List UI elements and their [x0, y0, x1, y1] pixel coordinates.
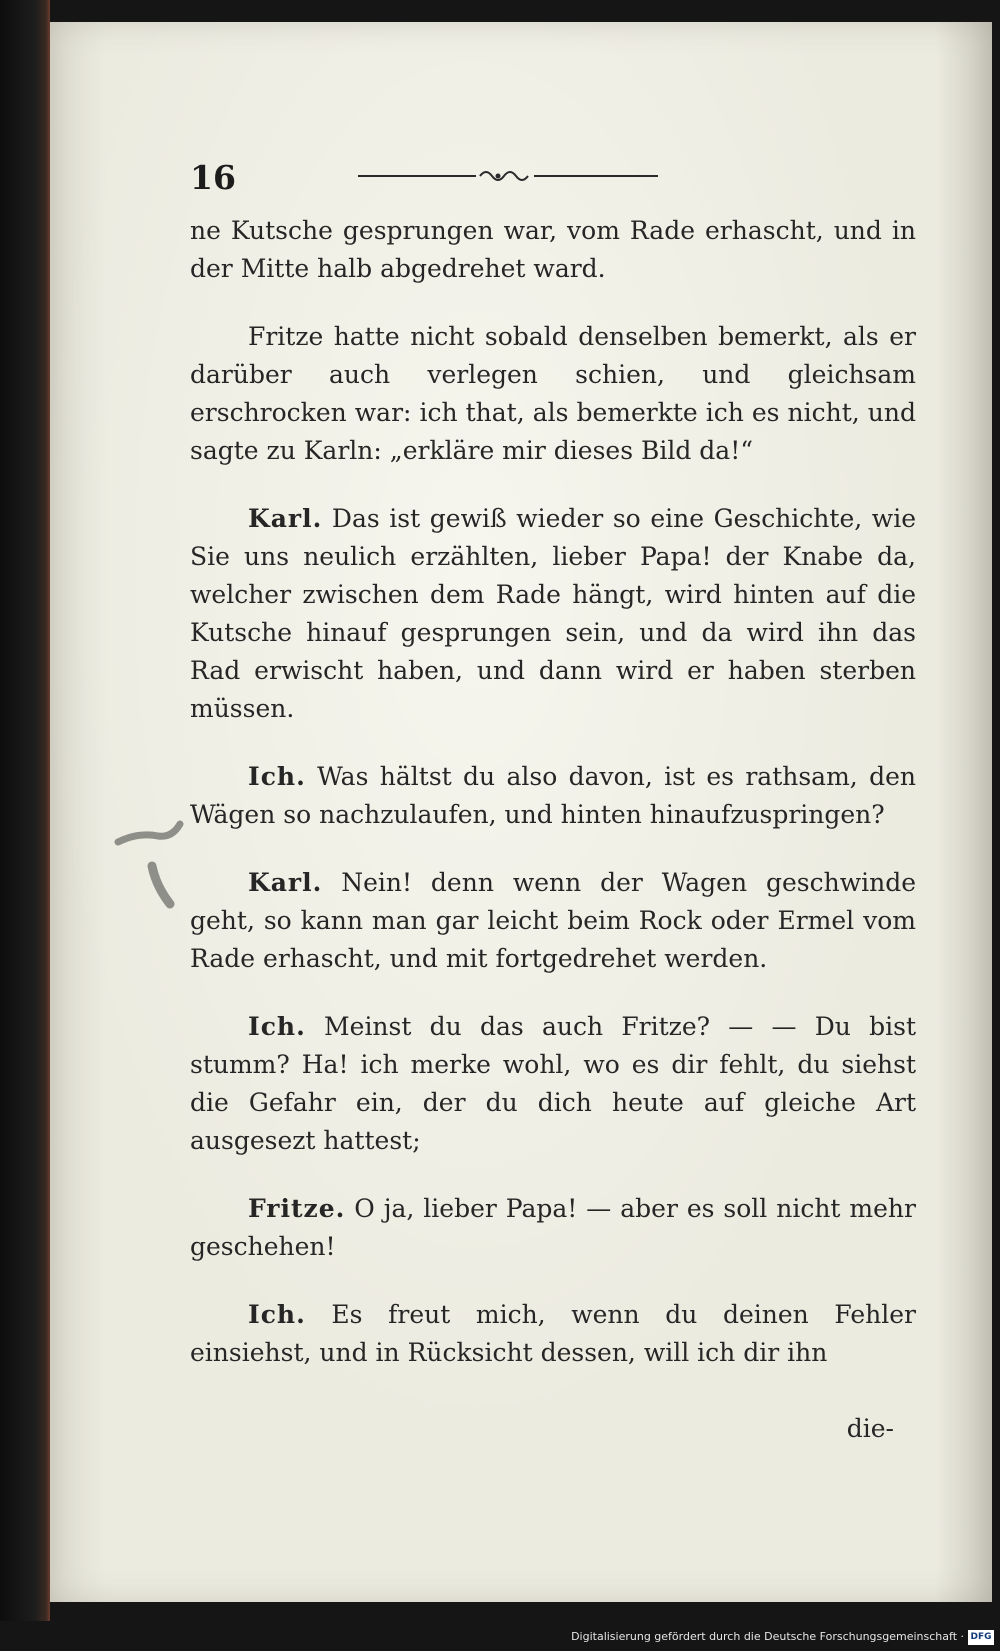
page-text	[190, 212, 916, 1402]
page-header	[190, 152, 970, 202]
dialogue-paragraph	[190, 500, 916, 728]
speaker-name: Karl.	[248, 504, 323, 533]
book-page	[50, 22, 992, 1602]
dialogue-text: Es freut mich, wenn du deinen Fehler einsiehst, und in Rücksicht dessen, will ich dir ihn	[190, 1300, 916, 1367]
speaker-name: Fritze.	[248, 1194, 346, 1223]
dialogue-paragraph	[190, 758, 916, 834]
catchword: die-	[846, 1414, 894, 1443]
margin-pencil-mark	[112, 814, 192, 924]
funding-credit: Digitalisierung gefördert durch die Deutsche Forschungsgemeinschaft ·	[571, 1630, 964, 1643]
dialogue-text: O ja, lieber Papa! — aber es soll nicht mehr geschehen!	[190, 1194, 916, 1261]
dialogue-paragraph	[190, 1296, 916, 1372]
paragraph-text: ne Kutsche gesprungen war, vom Rade erhascht, und in der Mitte halb abgedrehet ward.	[190, 216, 916, 283]
speaker-name: Karl.	[248, 868, 323, 897]
digitization-footer	[0, 1621, 1000, 1651]
text-paragraph	[190, 318, 916, 470]
paragraph-text: Fritze hatte nicht sobald denselben bemerkt, als er darüber auch verlegen schien, und gleichsam erschrocken war: ich that, als bemerkte ich es nicht, und sagte zu Karln: „erkläre mir dieses Bild da!“	[190, 322, 916, 465]
speaker-name: Ich.	[248, 1300, 306, 1329]
dfg-logo: DFG	[968, 1630, 994, 1645]
page-number: 16	[190, 158, 236, 197]
speaker-name: Ich.	[248, 1012, 306, 1041]
ornament-rule	[358, 166, 658, 186]
text-paragraph	[190, 212, 916, 288]
dialogue-text: Meinst du das auch Fritze? — — Du bist stumm? Ha! ich merke wohl, wo es dir fehlt, du siehst die Gefahr ein, der du dich heute auf gleiche Art ausgesezt hattest;	[190, 1012, 916, 1155]
dialogue-paragraph	[190, 864, 916, 978]
dialogue-paragraph	[190, 1190, 916, 1266]
dialogue-text: Was hältst du also davon, ist es rathsam, den Wägen so nachzulaufen, und hinten hinaufzuspringen?	[190, 762, 916, 829]
dialogue-text: Das ist gewiß wieder so eine Geschichte, wie Sie uns neulich erzählten, lieber Papa! der Knabe da, welcher zwischen dem Rade hängt, wird hinten auf die Kutsche hinauf gesprungen sein, und da wird ihn das Rad erwischt haben, und dann wird er haben sterben müssen.	[190, 504, 916, 723]
speaker-name: Ich.	[248, 762, 306, 791]
dialogue-text: Nein! denn wenn der Wagen geschwinde geht, so kann man gar leicht beim Rock oder Ermel vom Rade erhascht, und mit fortgedrehet werden.	[190, 868, 917, 973]
dialogue-paragraph	[190, 1008, 916, 1160]
book-spine	[0, 0, 50, 1651]
